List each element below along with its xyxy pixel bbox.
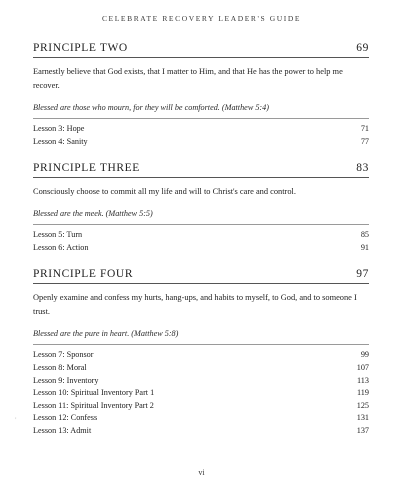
principle-statement: Openly examine and confess my hurts, hang-ups, and habits to myself, to God, and to someone I trust. [33,293,357,317]
lesson-page-number: 125 [356,400,369,410]
lesson-page-number: 119 [357,388,369,398]
lesson-page-number: 71 [360,124,369,133]
principle-page-number: 83 [356,162,369,175]
lesson-list [33,349,369,437]
lesson-label: Lesson 12: Confess [33,413,98,423]
principle-title: PRINCIPLE FOUR [33,268,134,281]
lesson-label: Lesson 3: Hope [33,124,85,133]
lesson-entry [33,400,369,413]
principle-heading [33,162,369,178]
lesson-entry [33,362,369,375]
principle-verse: Blessed are the pure in heart. (Matthew 5:8) [33,329,369,345]
principle-section [33,162,369,254]
principle-section [33,268,369,437]
principle-verse: Blessed are those who mourn, for they will be comforted. (Matthew 5:4) [33,103,369,119]
lesson-page-number: 99 [360,350,369,360]
principle-verse: Blessed are the meek. (Matthew 5:5) [33,209,369,225]
table-of-contents [33,42,369,438]
lesson-label: Lesson 9: Inventory [33,375,99,385]
principle-page-number: 97 [356,268,369,281]
lesson-entry [33,123,369,136]
lesson-page-number: 131 [356,413,369,423]
lesson-label: Lesson 7: Sponsor [33,350,94,360]
principle-section [33,42,369,148]
lesson-entry [33,425,369,438]
lesson-page-number: 85 [360,230,369,240]
principle-statement: Earnestly believe that God exists, that I matter to Him, and that He has the power to help me recover. [33,67,343,90]
running-head: CELEBRATE RECOVERY LEADER'S GUIDE [101,14,302,23]
lesson-label: Lesson 10: Spiritual Inventory Part 1 [33,388,155,398]
lesson-page-number: 77 [360,136,369,146]
lesson-entry [33,412,369,425]
lesson-page-number: 137 [356,425,369,435]
principle-statement: Consciously choose to commit all my life and will to Christ's care and control. [33,187,296,197]
lesson-entry [33,136,369,149]
lesson-label: Lesson 5: Turn [33,230,83,240]
lesson-list [33,229,369,254]
lesson-label: Lesson 13: Admit [33,425,92,435]
lesson-page-number: 107 [356,362,369,372]
lesson-page-number: 91 [360,242,369,252]
lesson-label: Lesson 11: Spiritual Inventory Part 2 [33,400,154,410]
lesson-label: Lesson 4: Sanity [33,136,88,146]
lesson-list [33,123,369,148]
lesson-entry [33,242,369,255]
principle-title: PRINCIPLE TWO [33,42,128,54]
principle-page-number: 69 [356,42,369,54]
lesson-entry [33,375,369,388]
lesson-label: Lesson 6: Action [33,242,89,252]
principle-heading [33,42,369,58]
lesson-entry [33,387,369,400]
lesson-entry [33,349,369,362]
lesson-entry [33,229,369,242]
page-folio: vi [198,468,205,477]
lesson-label: Lesson 8: Moral [33,362,87,372]
principle-heading [33,268,369,284]
lesson-page-number: 113 [357,375,369,385]
scan-artifact: , [15,414,17,420]
principle-title: PRINCIPLE THREE [33,162,140,175]
